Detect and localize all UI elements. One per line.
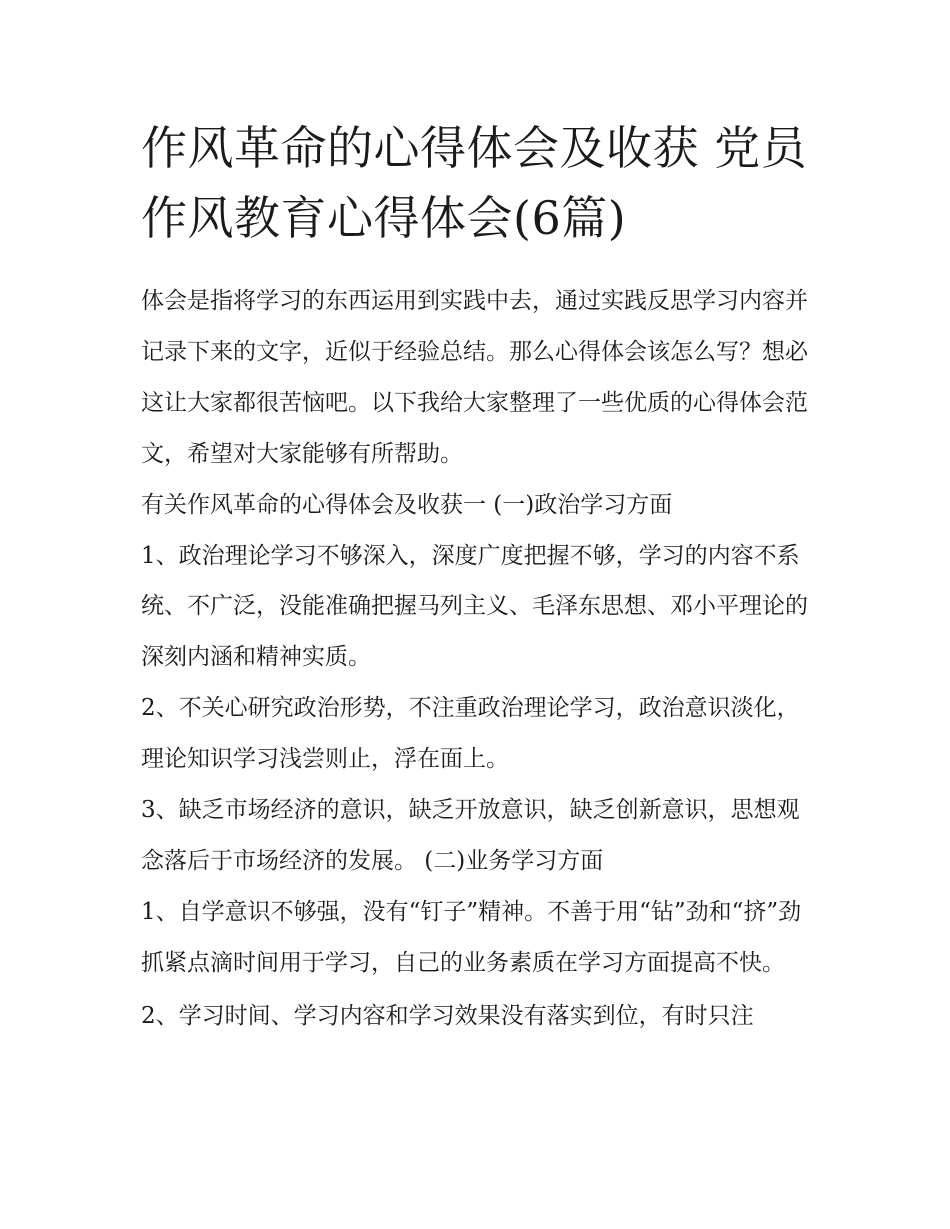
political-study-item-3: 3、缺乏市场经济的意识，缺乏开放意识，缺乏创新意识，思想观念落后于市场经济的发展。 (二)业务学习方面 [141,797,800,874]
political-study-item-2: 2、不关心研究政治形势，不注重政治理论学习，政治意识淡化，理论知识学习浅尝则止，浮在面上。 [141,695,800,773]
business-study-item-1: 1、自学意识不够强，没有“钉子”精神。不善于用“钻”劲和“挤”劲抓紧点滴时间用于学习，自己的业务素质在学习方面提高不快。 [141,898,802,976]
political-study-item-1: 1、政治理论学习不够深入，深度广度把握不够，学习的内容不系统、不广泛，没能准确把握马列主义、毛泽东思想、邓小平理论的深刻内涵和精神实质。 [141,542,808,671]
intro-paragraph: 体会是指将学习的东西运用到实践中去，通过实践反思学习内容并记录下来的文字，近似于经验总结。那么心得体会该怎么写？想必这让大家都很苦恼吧。以下我给大家整理了一些优质的心得体会范文，希望对大家能够有所帮助。 [141,288,808,467]
document-body [141,276,811,1042]
business-study-item-2: 2、学习时间、学习内容和学习效果没有落实到位，有时只注 [141,1002,754,1029]
document-title: 作风革命的心得体会及收获 党员作风教育心得体会(6篇) [141,121,808,245]
section-heading-paragraph: 有关作风革命的心得体会及收获一 (一)政治学习方面 [141,491,673,518]
